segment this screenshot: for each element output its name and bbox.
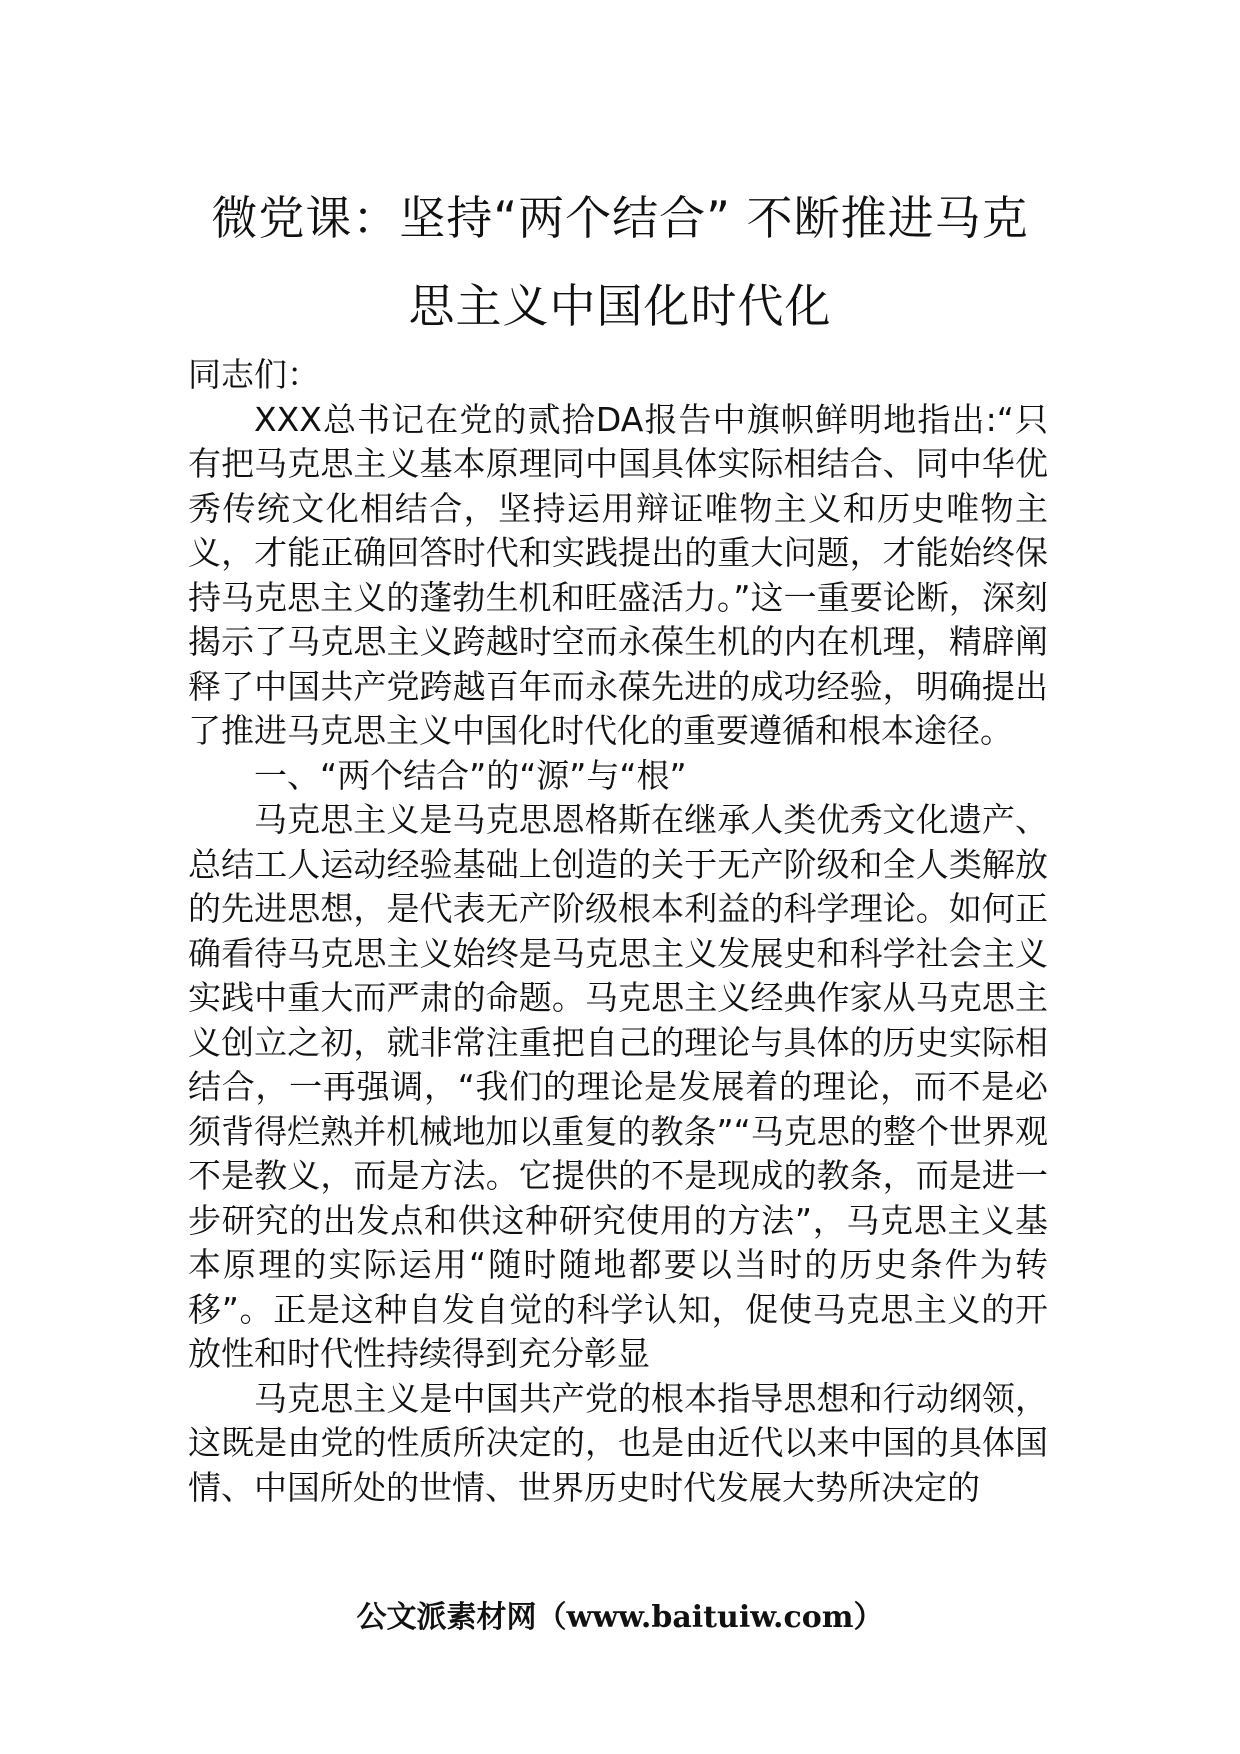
paragraph-intro: XXX总书记在党的贰拾DA报告中旗帜鲜明地指出:“只有把马克思主义基本原理同中国具体实际相结合、同中华优秀传统文化相结合，坚持运用辩证唯物主义和历史唯物主义，才能正确回答时代和实践提出的重大问题，才能始终保持马克思主义的蓬勃生机和旺盛活力。”这一重要论断，深刻揭示了马克思主义跨越时空而永葆生机的内在机理，精辟阐释了中国共产党跨越百年而永葆先进的成功经验，明确提出了推进马克思主义中国化时代化的重要遵循和根本途径。 xyxy=(188,399,1048,750)
paragraph-body: 马克思主义是中国共产党的根本指导思想和行动纲领，这既是由党的性质所决定的，也是由近代以来中国的具体国情、中国所处的世情、世界历史时代发展大势所决定的 xyxy=(188,1378,1048,1507)
document-body xyxy=(188,353,1048,1510)
salutation: 同志们： xyxy=(188,355,320,394)
document-title xyxy=(180,174,1060,350)
paragraph-body: 马克思主义是马克思恩格斯在继承人类优秀文化遗产、总结工人运动经验基础上创造的关于无产阶级和全人类解放的先进思想，是代表无产阶级根本利益的科学理论。如何正确看待马克思主义始终是马克思主义发展史和科学社会主义实践中重大而严肃的命题。马克思主义经典作家从马克思主义创立之初，就非常注重把自己的理论与具体的历史实际相结合，一再强调，“我们的理论是发展着的理论，而不是必须背得烂熟并机械地加以重复的教条”“马克思的整个世界观不是教义，而是方法。它提供的不是现成的教条，而是进一步研究的出发点和供这种研究使用的方法”，马克思主义基本原理的实际运用“随时随地都要以当时的历史条件为转移”。正是这种自发自觉的科学认知，促使马克思主义的开放性和时代性持续得到充分彰显 xyxy=(188,800,1048,1373)
title-line-2: 思主义中国化时代化 xyxy=(408,279,832,333)
section-heading: 一、“两个结合”的“源”与“根” xyxy=(254,755,687,795)
source-footer: 公文派素材网（www.baituiw.com） xyxy=(356,1600,884,1635)
title-line-1: 微党课：坚持“两个结合” 不断推进马克 xyxy=(211,191,1029,245)
